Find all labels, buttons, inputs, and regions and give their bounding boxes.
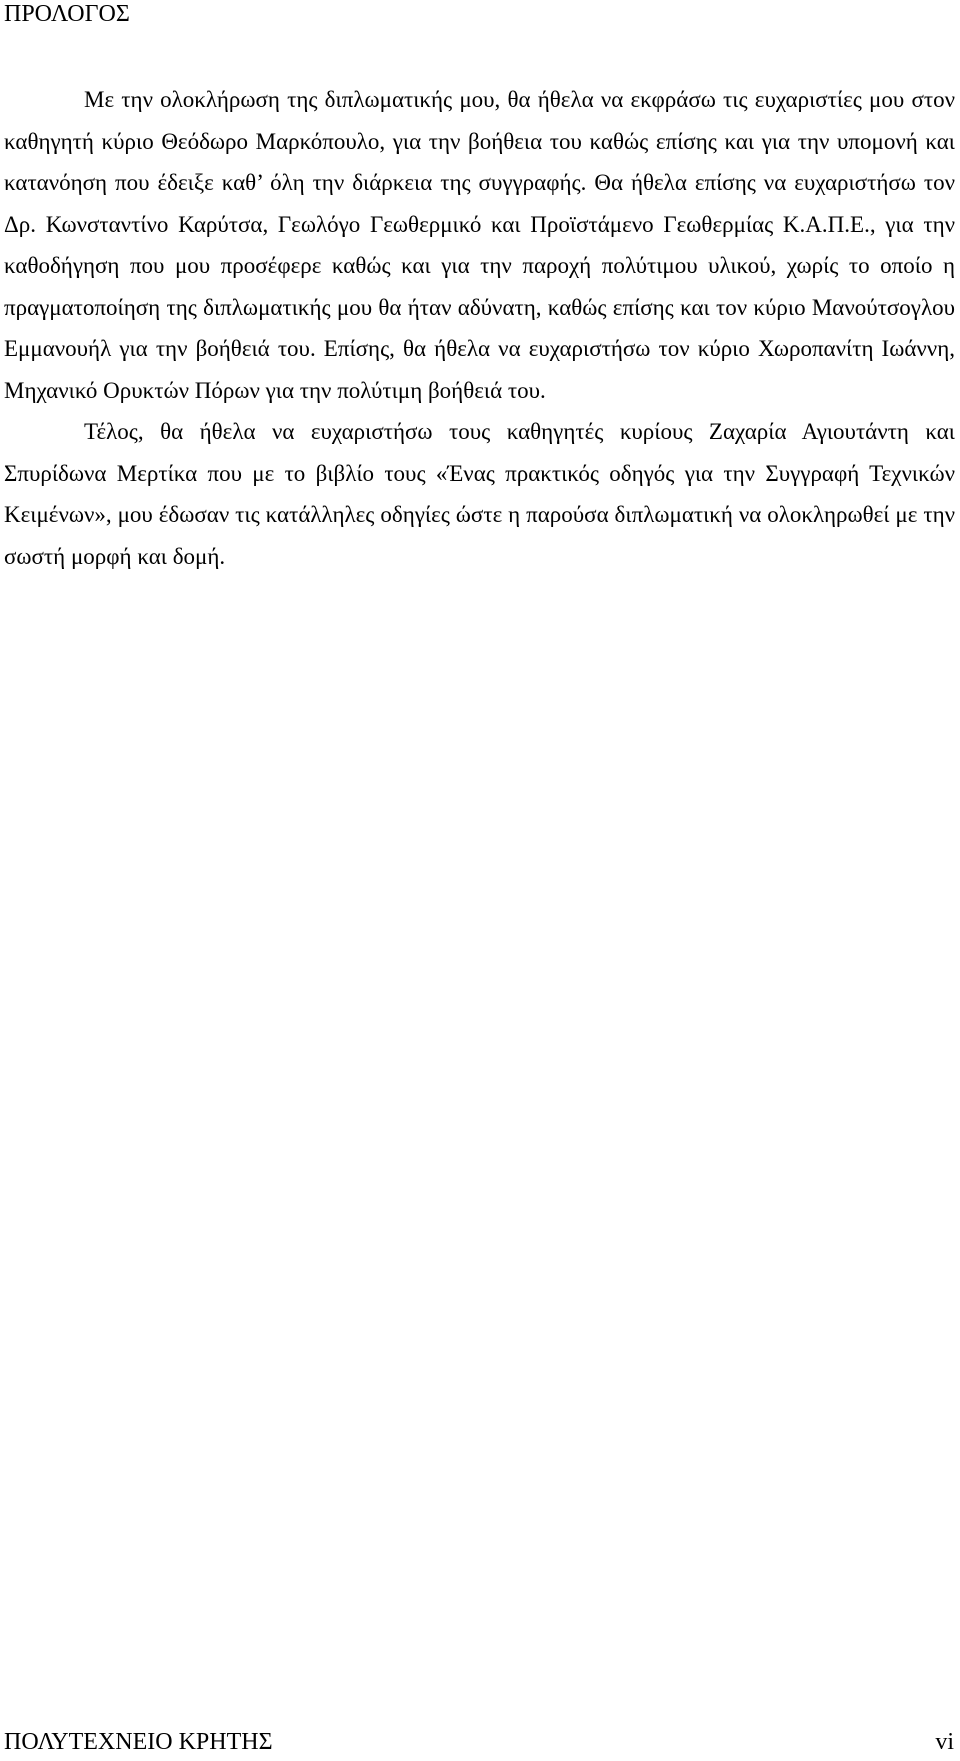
footer-institution: ΠΟΛΥΤΕΧΝΕΙΟ ΚΡΗΤΗΣ [4,1729,273,1755]
page-title: ΠΡΟΛΟΓΟΣ [4,1,130,27]
document-body [4,79,955,577]
footer-page-number: vi [935,1729,954,1755]
paragraph-acknowledgements: Με την ολοκλήρωση της διπλωματικής μου, θα ήθελα να εκφράσω τις ευχαριστίες μου στον καθηγητή κύριο Θεόδωρο Μαρκόπουλο, για την βοήθεια του καθώς επίσης και για την υπομονή και κατανόηση που έδειξε καθ’ όλη την διάρκεια της συγγραφής. Θα ήθελα επίσης να ευχαριστήσω τον Δρ. Κωνσταντίνο Καρύτσα, Γεωλόγο Γεωθερμικό και Προϊστάμενο Γεωθερμίας Κ.Α.Π.Ε., για την καθοδήγηση που μου προσέφερε καθώς και για την παροχή πολύτιμου υλικού, χωρίς το οποίο η πραγματοποίηση της διπλωματικής μου θα ήταν αδύνατη, καθώς επίσης και τον κύριο Μανούτσογλου Εμμανουήλ για την βοήθειά του. Επίσης, θα ήθελα να ευχαριστήσω τον κύριο Χωροπανίτη Ιωάννη, Μηχανικό Ορυκτών Πόρων για την πολύτιμη βοήθειά του. [4,87,955,403]
page-footer [4,1726,954,1758]
paragraph-closing: Τέλος, θα ήθελα να ευχαριστήσω τους καθηγητές κυρίους Ζαχαρία Αγιουτάντη και Σπυρίδωνα Μερτίκα που με το βιβλίο τους «Ένας πρακτικός οδηγός για την Συγγραφή Τεχνικών Κειμένων», μου έδωσαν τις κατάλληλες οδηγίες ώστε η παρούσα διπλωματική να ολοκληρωθεί με την σωστή μορφή και δομή. [4,419,955,569]
